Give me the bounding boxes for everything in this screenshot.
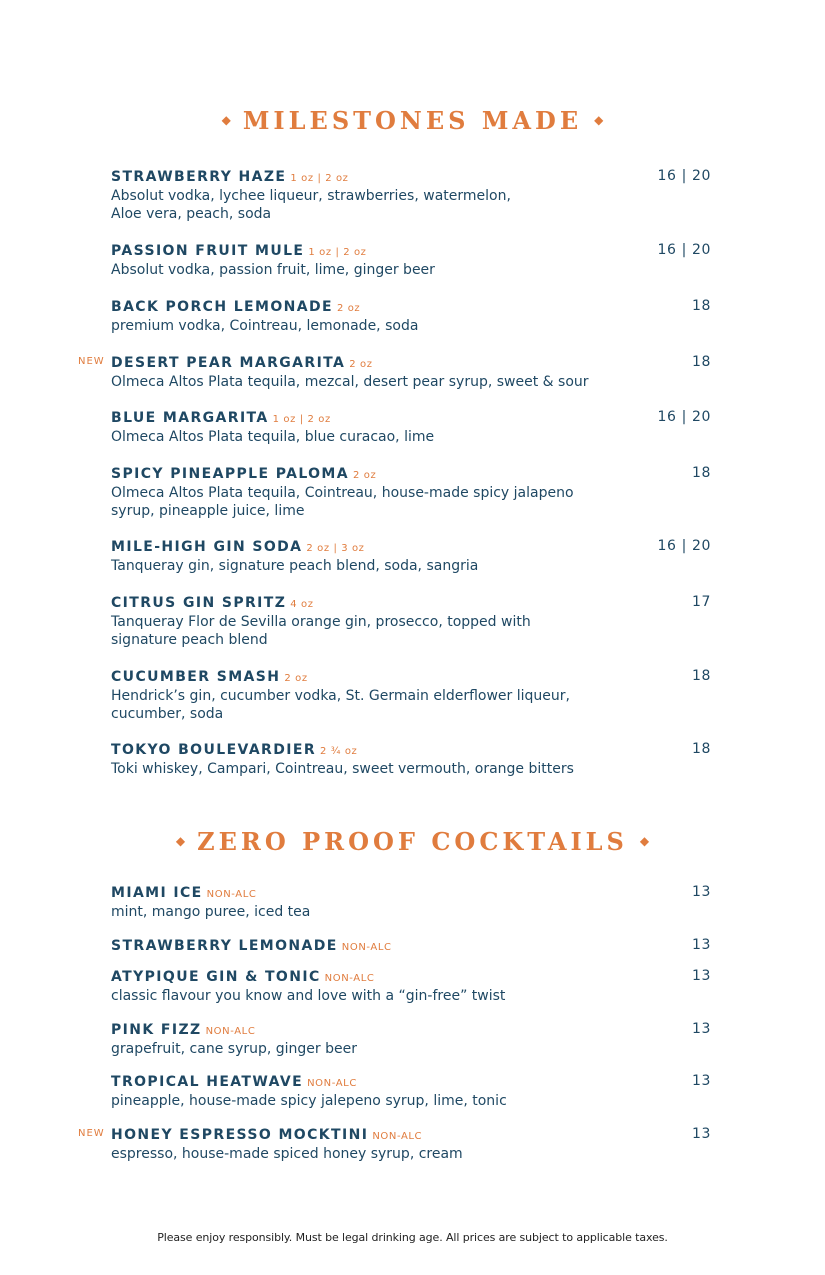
menu-item-header bbox=[111, 966, 711, 986]
menu-item-header bbox=[111, 407, 711, 427]
menu-item-name: STRAWBERRY LEMONADE bbox=[111, 938, 338, 954]
menu-item-description bbox=[111, 987, 631, 1005]
menu-item-header bbox=[78, 352, 711, 372]
menu-item bbox=[78, 1124, 711, 1163]
new-badge: NEW bbox=[78, 356, 105, 367]
description-line: Absolut vodka, lychee liqueur, strawberries, watermelon, bbox=[111, 188, 511, 204]
menu-item-description bbox=[111, 484, 631, 520]
menu-item bbox=[111, 463, 711, 520]
description-line: Absolut vodka, passion fruit, lime, ginger beer bbox=[111, 262, 435, 278]
menu-item-price: 18 bbox=[691, 741, 711, 757]
menu-item-size: NON-ALC bbox=[341, 942, 392, 953]
menu-item bbox=[111, 666, 711, 723]
description-line: espresso, house-made spiced honey syrup, cream bbox=[111, 1146, 463, 1162]
description-line: Tanqueray gin, signature peach blend, soda, sangria bbox=[111, 558, 479, 574]
menu-item-name: TROPICAL HEATWAVE bbox=[111, 1074, 304, 1090]
menu-item-price: 18 bbox=[691, 465, 711, 481]
description-line: Olmeca Altos Plata tequila, Cointreau, house-made spicy jalapeno bbox=[111, 485, 574, 501]
menu-item-description bbox=[111, 373, 631, 391]
menu-item-description bbox=[111, 187, 631, 223]
description-line: cucumber, soda bbox=[111, 706, 224, 722]
description-line: signature peach blend bbox=[111, 632, 268, 648]
diamond-icon: ◆ bbox=[175, 833, 186, 848]
menu-item-size: NON-ALC bbox=[205, 1026, 256, 1037]
menu-item bbox=[111, 882, 711, 921]
menu-item-price: 16 | 20 bbox=[657, 538, 711, 554]
menu-item-size: 2 oz bbox=[349, 359, 373, 370]
menu-item-header bbox=[111, 592, 711, 612]
menu-item-name: STRAWBERRY HAZE bbox=[111, 169, 287, 185]
menu-item-size: 1 oz | 2 oz bbox=[272, 414, 331, 425]
menu-item bbox=[111, 1071, 711, 1110]
menu-item-header bbox=[111, 463, 711, 483]
menu-item bbox=[111, 935, 711, 955]
menu-item-name: HONEY ESPRESSO MOCKTINI bbox=[111, 1127, 369, 1143]
menu-item-size: 2 oz bbox=[336, 303, 361, 314]
menu-item bbox=[111, 296, 711, 335]
diamond-icon: ◆ bbox=[221, 112, 231, 127]
menu-item-header bbox=[111, 536, 711, 556]
menu-item-price: 13 bbox=[691, 1126, 711, 1142]
description-line: Olmeca Altos Plata tequila, mezcal, desert pear syrup, sweet & sour bbox=[111, 374, 589, 390]
menu-item-size: 4 oz bbox=[290, 599, 314, 610]
menu-item bbox=[111, 1019, 711, 1058]
menu-item-name: SPICY PINEAPPLE PALOMA bbox=[111, 466, 350, 482]
menu-item-name: DESERT PEAR MARGARITA bbox=[111, 355, 346, 371]
menu-item-header bbox=[111, 739, 711, 759]
description-line: Olmeca Altos Plata tequila, blue curacao, lime bbox=[111, 429, 435, 445]
menu-item-size: 2 oz bbox=[353, 470, 377, 481]
description-line: classic flavour you know and love with a “gin-free” twist bbox=[111, 988, 506, 1004]
menu-item-name: CITRUS GIN SPRITZ bbox=[111, 595, 287, 611]
section-title-zero-proof bbox=[0, 828, 825, 858]
menu-item-description bbox=[111, 261, 631, 279]
menu-item-price: 18 bbox=[691, 668, 711, 684]
section-title-text: MILESTONES MADE bbox=[242, 106, 583, 135]
description-line: Tanqueray Flor de Sevilla orange gin, prosecco, topped with bbox=[111, 614, 531, 630]
diamond-icon: ◆ bbox=[594, 112, 604, 127]
menu-item-price: 18 bbox=[691, 354, 711, 370]
menu-item bbox=[111, 536, 711, 575]
menu-item-description bbox=[111, 613, 631, 649]
diamond-icon: ◆ bbox=[639, 833, 650, 848]
menu-item-name: BLUE MARGARITA bbox=[111, 410, 269, 426]
menu-item-header bbox=[111, 1071, 711, 1091]
menu-item-name: PASSION FRUIT MULE bbox=[111, 243, 305, 259]
menu-item-price: 16 | 20 bbox=[657, 409, 711, 425]
menu-item-size: NON-ALC bbox=[372, 1131, 423, 1142]
menu-item-name: PINK FIZZ bbox=[111, 1022, 202, 1038]
menu-item-price: 13 bbox=[691, 1073, 711, 1089]
menu-item-description bbox=[111, 317, 631, 335]
new-badge: NEW bbox=[78, 1128, 105, 1139]
menu-item bbox=[111, 407, 711, 446]
menu-item-name: MIAMI ICE bbox=[111, 885, 203, 901]
menu-item-size: 2 oz bbox=[284, 673, 308, 684]
description-line: premium vodka, Cointreau, lemonade, soda bbox=[111, 318, 419, 334]
menu-item-size: NON-ALC bbox=[307, 1078, 357, 1089]
menu-item-price: 18 bbox=[691, 298, 711, 314]
section-title-text: ZERO PROOF COCKTAILS bbox=[197, 827, 628, 856]
menu-item-price: 13 bbox=[691, 937, 711, 953]
menu-item-header bbox=[111, 666, 711, 686]
description-line: syrup, pineapple juice, lime bbox=[111, 503, 305, 519]
menu-item-size: 1 oz | 2 oz bbox=[290, 173, 349, 184]
menu-item-header bbox=[111, 1019, 711, 1039]
menu-item-description bbox=[111, 1040, 631, 1058]
menu-item bbox=[111, 739, 711, 778]
menu-item-header bbox=[111, 296, 711, 316]
menu-item-name: BACK PORCH LEMONADE bbox=[111, 299, 333, 315]
menu-item-price: 17 bbox=[691, 594, 711, 610]
menu-item bbox=[111, 592, 711, 649]
section-title-milestones bbox=[0, 107, 825, 137]
menu-item-header bbox=[111, 166, 711, 186]
menu-item-price: 13 bbox=[691, 1021, 711, 1037]
menu-item-header bbox=[78, 1124, 711, 1144]
menu-item-description bbox=[111, 1092, 631, 1110]
menu-item-name: MILE-HIGH GIN SODA bbox=[111, 539, 303, 555]
description-line: grapefruit, cane syrup, ginger beer bbox=[111, 1041, 357, 1057]
menu-item-price: 16 | 20 bbox=[657, 168, 711, 184]
menu-item-description bbox=[111, 428, 631, 446]
menu-item-price: 13 bbox=[691, 968, 711, 984]
menu-item-size: NON-ALC bbox=[324, 973, 375, 984]
menu-item bbox=[111, 240, 711, 279]
menu-item-description bbox=[111, 903, 631, 921]
menu-item bbox=[78, 352, 711, 391]
description-line: mint, mango puree, iced tea bbox=[111, 904, 311, 920]
description-line: Toki whiskey, Campari, Cointreau, sweet vermouth, orange bitters bbox=[111, 761, 574, 777]
menu-item-price: 13 bbox=[691, 884, 711, 900]
menu-item-description bbox=[111, 687, 631, 723]
menu-item-name: ATYPIQUE GIN & TONIC bbox=[111, 969, 321, 985]
menu-item-header bbox=[111, 882, 711, 902]
menu-item-description bbox=[111, 760, 631, 778]
menu-item-description bbox=[111, 557, 631, 575]
menu-item-name: CUCUMBER SMASH bbox=[111, 669, 281, 685]
menu-item-price: 16 | 20 bbox=[657, 242, 711, 258]
menu-item-size: 1 oz | 2 oz bbox=[308, 247, 367, 258]
menu-item bbox=[111, 966, 711, 1005]
menu-item-size: 2 ¾ oz bbox=[320, 746, 358, 757]
footer-disclaimer: Please enjoy responsibly. Must be legal drinking age. All prices are subject to applicable taxes. bbox=[157, 1231, 668, 1244]
menu-item-header bbox=[111, 240, 711, 260]
menu-item-size: NON-ALC bbox=[206, 889, 257, 900]
menu-item-description bbox=[111, 1145, 631, 1163]
menu-item-size: 2 oz | 3 oz bbox=[306, 543, 365, 554]
description-line: Hendrick’s gin, cucumber vodka, St. Germain elderflower liqueur, bbox=[111, 688, 570, 704]
description-line: Aloe vera, peach, soda bbox=[111, 206, 272, 222]
menu-item-header bbox=[111, 935, 711, 955]
menu-item-name: TOKYO BOULEVARDIER bbox=[111, 742, 317, 758]
description-line: pineapple, house-made spicy jalepeno syrup, lime, tonic bbox=[111, 1093, 507, 1109]
menu-item bbox=[111, 166, 711, 223]
